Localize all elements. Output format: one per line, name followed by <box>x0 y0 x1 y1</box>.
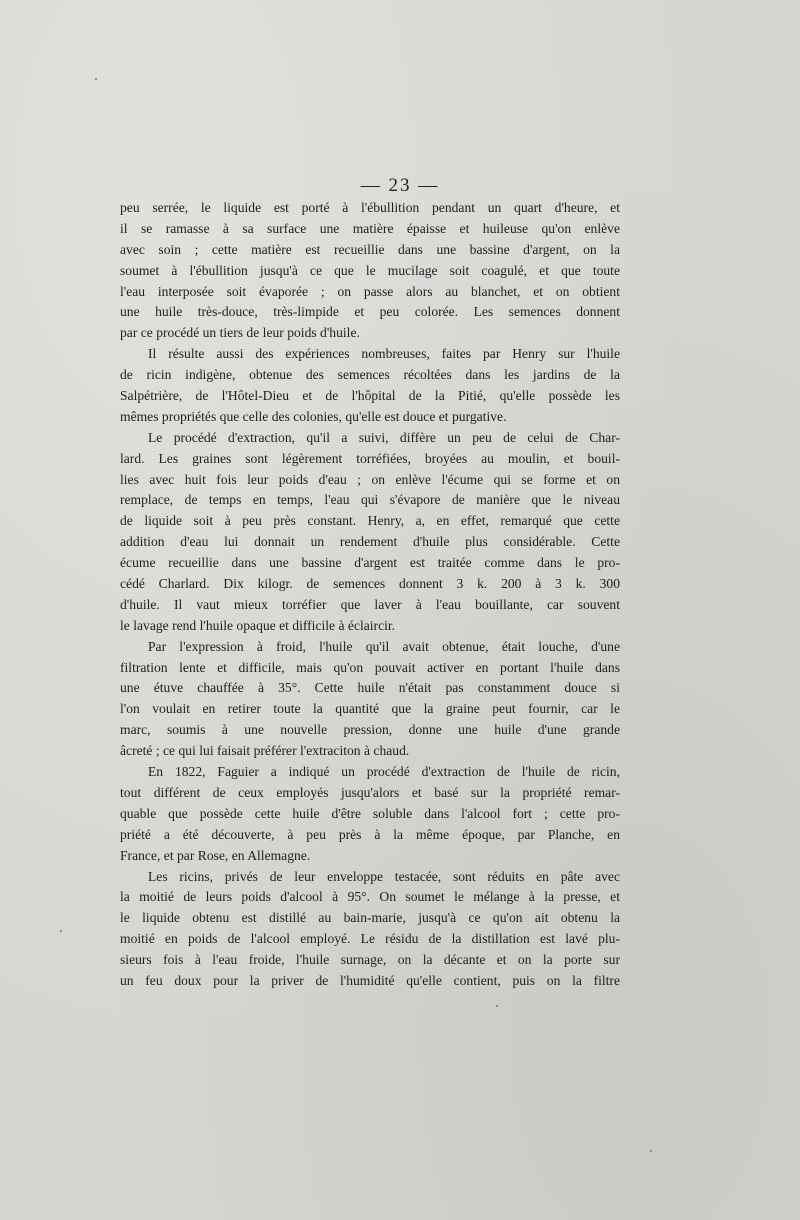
text-line: Il résulte aussi des expériences nombreuses, faites par Henry sur l'huile <box>148 346 620 362</box>
text-line: En 1822, Faguier a indiqué un procédé d'extraction de l'huile de ricin, <box>148 764 620 780</box>
paper-speck <box>60 930 62 932</box>
text-line: addition d'eau lui donnait un rendement d'huile plus considérable. Cette <box>120 534 620 550</box>
text-line: remplace, de temps en temps, l'eau qui s'évapore de manière que le niveau <box>120 492 620 508</box>
text-line: de liquide soit à peu près constant. Henry, a, en effet, remarqué que cette <box>120 513 620 529</box>
body-text <box>120 198 620 992</box>
text-line: marc, soumis à une nouvelle pression, donne une huile d'une grande <box>120 722 620 738</box>
text-line: moitié en poids de l'alcool employé. Le résidu de la distillation est lavé plu- <box>120 931 620 947</box>
text-line: tout différent de ceux employés jusqu'alors et basé sur la propriété remar- <box>120 784 620 800</box>
text-line: mêmes propriétés que celle des colonies, qu'elle est douce et purgative. <box>120 408 507 424</box>
text-line: la moitié de leurs poids d'alcool à 95°. On soumet le mélange à la presse, et <box>120 889 620 905</box>
text-line: une huile très-douce, très-limpide et peu colorée. Les semences donnent <box>120 304 620 320</box>
text-line: il se ramasse à sa surface une matière épaisse et huileuse qu'on enlève <box>120 220 620 236</box>
text-line: écume recueillie dans une bassine d'argent est traitée comme dans le pro- <box>120 555 620 571</box>
text-line: lard. Les graines sont légèrement torréfiées, broyées au moulin, et bouil- <box>120 450 620 466</box>
text-line: quable que possède cette huile d'être soluble dans l'alcool fort ; cette pro- <box>120 805 620 821</box>
text-line: un feu doux pour la priver de l'humidité qu'elle contient, puis on la filtre <box>120 972 620 988</box>
text-line: France, et par Rose, en Allemagne. <box>120 847 311 863</box>
text-line: par ce procédé un tiers de leur poids d'huile. <box>120 325 360 341</box>
text-line: l'eau interposée soit évaporée ; on passe alors au blanchet, et on obtient <box>120 283 620 299</box>
text-line: cédé Charlard. Dix kilogr. de semences donnent 3 k. 200 à 3 k. 300 <box>120 576 620 592</box>
text-line: âcreté ; ce qui lui faisait préférer l'extraciton à chaud. <box>120 743 410 759</box>
text-line: le liquide obtenu est distillé au bain-marie, jusqu'à ce qu'on ait obtenu la <box>120 910 620 926</box>
page-number: — 23 — <box>360 175 440 196</box>
text-line: priété a été découverte, à peu près à la même époque, par Planche, en <box>120 826 620 842</box>
paper-speck <box>650 1150 652 1152</box>
paper-speck <box>496 1005 498 1007</box>
paper-speck <box>95 78 97 80</box>
text-line: Le procédé d'extraction, qu'il a suivi, diffère un peu de celui de Char- <box>148 429 620 445</box>
text-line: avec soin ; cette matière est recueillie dans une bassine d'argent, on la <box>120 241 620 257</box>
text-line: l'on voulait en retirer toute la quantité que la graine peut fournir, car le <box>120 701 620 717</box>
text-line: sieurs fois à l'eau froide, l'huile surnage, on la décante et on la porte sur <box>120 952 620 968</box>
text-line: lies avec huit fois leur poids d'eau ; on enlève l'écume qui se forme et on <box>120 471 620 487</box>
text-line: une étuve chauffée à 35°. Cette huile n'était pas constamment douce si <box>120 680 620 696</box>
text-line: Les ricins, privés de leur enveloppe testacée, sont réduits en pâte avec <box>148 868 620 884</box>
text-line: Par l'expression à froid, l'huile qu'il avait obtenue, était louche, d'une <box>148 638 620 654</box>
text-line: Salpétrière, de l'Hôtel-Dieu et de l'hôpital de la Pitié, qu'elle possède les <box>120 388 620 404</box>
text-line: d'huile. Il vaut mieux torréfier que laver à l'eau bouillante, car souvent <box>120 596 620 612</box>
text-line: filtration lente et difficile, mais qu'on pouvait activer en portant l'huile dans <box>120 659 620 675</box>
text-line: peu serrée, le liquide est porté à l'ébullition pendant un quart d'heure, et <box>120 200 620 215</box>
text-line: soumet à l'ébullition jusqu'à ce que le mucilage soit coagulé, et que toute <box>120 262 620 278</box>
text-line: de ricin indigène, obtenue des semences récoltées dans les jardins de la <box>120 367 620 383</box>
text-line: le lavage rend l'huile opaque et difficile à éclaircir. <box>120 617 396 633</box>
